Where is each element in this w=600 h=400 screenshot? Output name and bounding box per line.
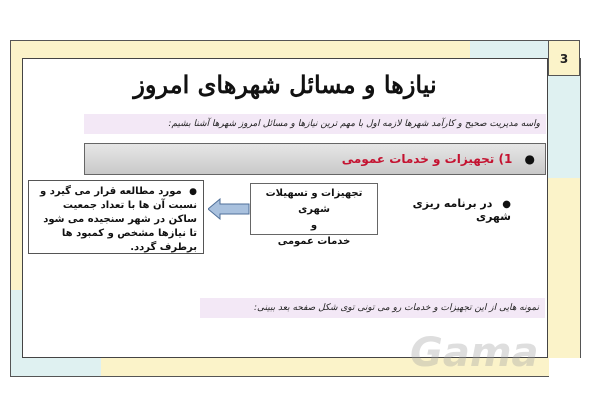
center-box-line-3: خدمات عمومی <box>277 236 351 247</box>
section-number: 1) <box>498 152 513 166</box>
explanation-text: مورد مطالعه قرار می گیرد و نسبت آن ها با تعداد جمعیت ساکن در شهر سنجیده می شود تا نیازها مشخص و کمبود ها برطرف گردد. <box>40 186 197 253</box>
center-box-line-1: تجهیزات و تسهیلات شهری <box>265 188 363 215</box>
frame-top-strip <box>10 40 549 59</box>
footer-note: نمونه هایی از این تجهیزات و خدمات رو می تونی توی شکل صفحه بعد ببینی: <box>200 298 545 318</box>
sub-bullet-item <box>395 197 511 223</box>
intro-note: واسه مدیریت صحیح و کارآمد شهرها لازمه اول با مهم ترین نیازها و مسائل امروز شهرها آشنا بشیم: <box>84 114 546 134</box>
bullet-icon: ● <box>524 152 535 166</box>
explanation-box <box>28 180 204 254</box>
bullet-icon: ● <box>502 199 511 210</box>
bullet-icon: ● <box>189 187 197 197</box>
sub-bullet-label: در برنامه ریزی شهری <box>412 197 511 223</box>
slide-title: نیازها و مسائل شهرهای امروز <box>133 70 437 99</box>
frame-top-teal-strip <box>470 40 550 59</box>
slide-number: 3 <box>548 40 580 76</box>
frame-bottom-teal-strip <box>10 358 101 377</box>
watermark-logo: Gama <box>410 330 539 376</box>
section-heading-bar <box>84 143 546 175</box>
center-concept-box <box>250 183 378 247</box>
left-arrow-icon <box>208 198 250 220</box>
center-box-line-2: و <box>310 220 318 231</box>
section-label: تجهیزات و خدمات عمومی <box>341 152 495 166</box>
